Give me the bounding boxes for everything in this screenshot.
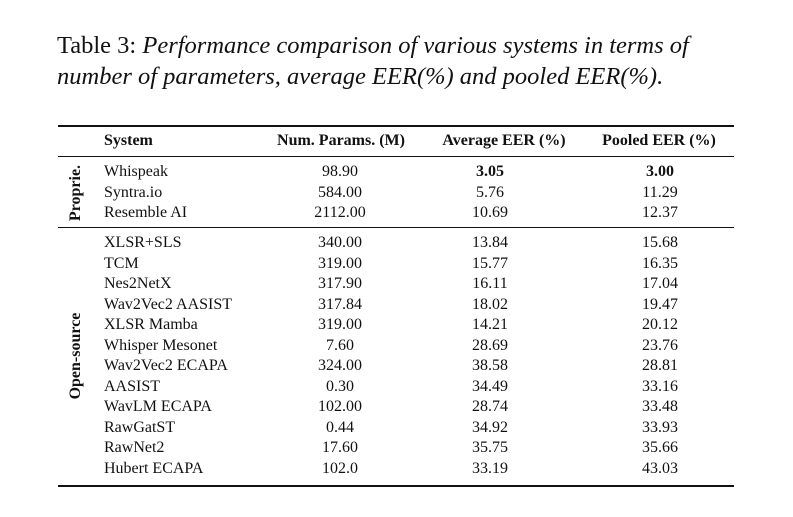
- system-cell: RawGatST: [104, 418, 176, 436]
- table-caption: [57, 30, 757, 92]
- params-cell: 0.44: [326, 418, 354, 436]
- params-cell: 0.30: [326, 377, 354, 395]
- average-eer-cell: 16.11: [472, 275, 508, 292]
- system-cell: AASIST: [104, 377, 161, 395]
- system-cell: Whispeak: [104, 163, 168, 180]
- average-eer-cell: 35.75: [472, 439, 508, 456]
- params-cell: 324.00: [318, 357, 362, 374]
- system-cell: XLSR+SLS: [104, 234, 182, 251]
- system-cell: XLSR Mamba: [104, 316, 198, 333]
- top-rule: [58, 125, 734, 127]
- pooled-eer-cell: 20.12: [642, 316, 678, 333]
- pooled-eer-cell: 28.81: [642, 357, 678, 374]
- system-cell: Wav2Vec2 ECAPA: [104, 357, 228, 374]
- group-label-proprietary: Proprie.: [67, 164, 84, 221]
- params-cell: 17.60: [322, 439, 358, 456]
- params-cell: 102.00: [318, 398, 362, 415]
- params-cell: 584.00: [318, 183, 362, 201]
- pooled-eer-cell: 19.47: [642, 295, 678, 313]
- header-num-params: Num. Params. (M): [277, 132, 405, 149]
- pooled-eer-cell: 16.35: [642, 254, 678, 272]
- average-eer-cell: 28.69: [472, 336, 508, 354]
- pooled-eer-cell: 11.29: [642, 183, 678, 201]
- params-cell: 98.90: [322, 163, 358, 180]
- pooled-eer-cell: 43.03: [642, 459, 678, 477]
- bottom-rule: [58, 485, 734, 487]
- average-eer-cell: 18.02: [472, 295, 508, 313]
- average-eer-cell: 38.58: [472, 357, 508, 374]
- average-eer-cell: 10.69: [472, 204, 508, 221]
- system-cell: TCM: [104, 254, 139, 272]
- params-cell: 340.00: [318, 234, 362, 251]
- caption-label: Table 3:: [57, 32, 137, 59]
- average-eer-cell: 15.77: [472, 254, 508, 272]
- system-cell: Resemble AI: [104, 204, 188, 221]
- average-eer-cell: 14.21: [472, 316, 508, 333]
- pooled-eer-cell: 23.76: [642, 336, 678, 354]
- pooled-eer-cell: 15.68: [642, 234, 678, 251]
- system-cell: Whisper Mesonet: [104, 336, 218, 354]
- pooled-eer-cell: 3.00: [646, 163, 674, 180]
- params-cell: 102.0: [322, 459, 358, 477]
- params-cell: 319.00: [318, 254, 362, 272]
- params-cell: 317.90: [318, 275, 362, 292]
- system-cell: Hubert ECAPA: [104, 459, 204, 477]
- group-label-open-source: Open-source: [67, 312, 84, 400]
- average-eer-cell: 5.76: [476, 183, 504, 201]
- average-eer-cell: 33.19: [472, 459, 508, 477]
- average-eer-cell: 34.92: [472, 418, 508, 436]
- average-eer-cell: 34.49: [472, 377, 508, 395]
- pooled-eer-cell: 12.37: [642, 204, 678, 221]
- header-average-eer: Average EER (%): [442, 132, 566, 149]
- average-eer-cell: 28.74: [472, 398, 508, 415]
- average-eer-cell: 3.05: [476, 163, 504, 180]
- header-pooled-eer: Pooled EER (%): [602, 132, 716, 149]
- system-cell: Syntra.io: [104, 183, 163, 201]
- pooled-eer-cell: 33.93: [642, 418, 678, 436]
- system-cell: Nes2NetX: [104, 275, 172, 292]
- group-rule: [58, 227, 734, 228]
- average-eer-cell: 13.84: [472, 234, 508, 251]
- header-system: System: [104, 132, 153, 149]
- system-cell: Wav2Vec2 AASIST: [104, 295, 233, 313]
- params-cell: 2112.00: [314, 204, 366, 221]
- pooled-eer-cell: 33.16: [642, 377, 678, 395]
- pooled-eer-cell: 17.04: [642, 275, 678, 292]
- system-cell: RawNet2: [104, 439, 165, 456]
- pooled-eer-cell: 35.66: [642, 439, 678, 456]
- header-rule: [58, 156, 734, 157]
- params-cell: 319.00: [318, 316, 362, 333]
- system-cell: WavLM ECAPA: [104, 398, 212, 415]
- pooled-eer-cell: 33.48: [642, 398, 678, 415]
- params-cell: 317.84: [318, 295, 362, 313]
- caption-text: Performance comparison of various systems in terms of number of parameters, average EER(%) and pooled EER(%).: [57, 32, 689, 90]
- params-cell: 7.60: [326, 336, 354, 354]
